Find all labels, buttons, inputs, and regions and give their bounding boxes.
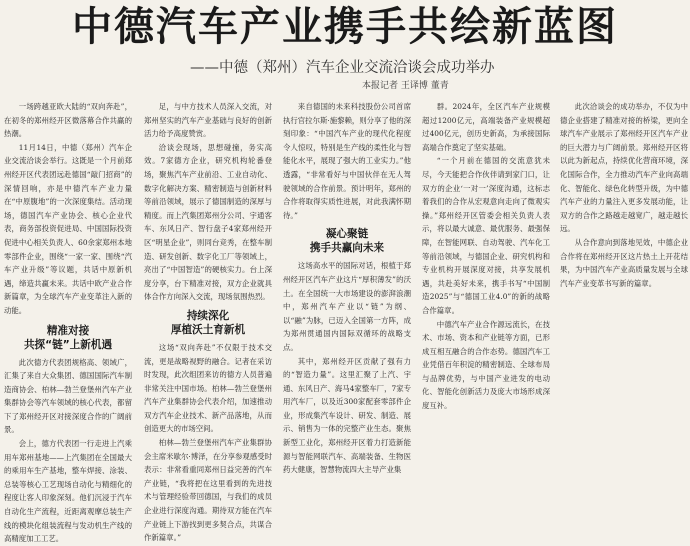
paragraph: 此次洽谈会的成功举办，不仅为中德企业搭建了精准对接的桥梁，更向全球汽车产业展示了郑州经开区汽车产业的巨大潜力与广阔前景。郑州经开区将以此为新起点，持续优化营商环境，深化国际合作，全力推动汽车产业向高端化、智能化、绿色化转型升级，为中德汽车产业的力量注入更多发展动能，让双方的合作之路越走越宽广，越走越长远。	[560, 102, 688, 234]
paragraph: 其中，郑州经开区贡献了强有力的“智造力量”。这里汇聚了上汽、宇通、东风日产、海马4家整车厂，7家专用汽车厂，以及近300家配套零部件企业，形成集汽车设计、研发、制造、展示、销售为一体的完整产业生态。聚焦新型工业化，郑州经开区着力打造新能源与智能网联汽车、高端装备、生物医药大健康，智慧物流四大主导产业集	[283, 356, 411, 475]
paragraph: 会上，德方代表团一行走进上汽乘用车郑州基地——上汽集团在全国最大的乘用车生产基地，整车焊接、涂装、总装等核心工艺现场自动化与精细化的程度让客人印象深刻。他们沉浸于汽车自动化生产流程，近距离观摩总装生产线的模块化组装流程与发动机生产线的高精度加工工艺。	[4, 439, 132, 544]
subheadline: ——中德（郑州）汽车企业交流洽谈会成功举办	[190, 60, 495, 76]
column-4	[422, 100, 550, 417]
column-2	[144, 100, 272, 543]
byline: 本报记者 王译博 董青	[362, 81, 449, 91]
section-heading-line: 持续深化	[186, 309, 230, 322]
paragraph: “一个月前在德国的交流意犹未尽，今天能把合作伙伴请到家门口，让双方的企业‘一对一’深度沟通，这标志着我们的合作从宏观意向走向了微观实操。”郑州经开区管委会相关负责人表示，将以最大诚意、最优服务、最强保障，在智能网联、自动驾驶、汽车化工等前沿领域，与德国企业、研究机构和专业机构开展深度对接，共享发展机遇，共赴美好未来，携手书写“中国制造2025”与“德国工业4.0”的新的战略合作篇章。	[422, 156, 550, 315]
paragraph: 这场“双向奔赴”不仅限于技术交流，更是战略视野的融合。记者在采访时发现，此次组团来访的德方人员普遍非常关注中国市场。柏林—勃兰登堡州汽车产业集群协会代表介绍，加速推动双方汽车企业技术、新产品落地，从而创造更大的市场空间。	[144, 342, 272, 434]
paragraph: 来自德国的未来科技股份公司首席执行官拉尔斯·施黎赖，则分享了他的深刻印象：“中国汽车产业的现代化程度令人惊叹，特别是生产线的柔性化与智能化水平，展现了强大的工业实力。”他透露，“非常看好与中国伙伴在无人驾驶领域的合作前景。预计明年，郑州的合作将取得实质性进展，对此我满怀期待。”	[283, 102, 411, 220]
column-1	[4, 100, 132, 544]
paragraph: 11月14日，中德（郑州）汽车企业交流洽谈会举行。这既是一个月前郑州经开区代表团远赴德国“敲门招商”的深情回响，亦是中德汽车产业力量在“中原腹地”的一次深度集结。活动现场，德国汽车产业协会、核心企业代表，商务部投资促进局、中国国际投资促进中心相关负责人、60余家郑州本地零部件企业，围绕“一家一家、围绕“汽车产业升级”等议题，共话中原新机遇，缔造共赢未来。共话中欧产业合作新篇章，为全球汽车产业变革注入新的动能。	[4, 142, 132, 315]
paragraph: 足，与中方技术人员深入交流，对郑州坚实的汽车产业基础与良好的创新活力给予高度赞赏。	[144, 102, 272, 139]
section-heading-line: 厚植沃土育新机	[170, 323, 246, 336]
column-5	[560, 100, 688, 417]
section-heading	[4, 324, 132, 352]
paragraph: 一场跨越亚欧大陆的“双向奔赴”，在初冬的郑州经开区微落幕合作共赢的热潮。	[4, 102, 132, 139]
paragraph: 此次德方代表团规格高、领域广，汇集了来自大众集团、德国国际汽车制造商协会、柏林—勃兰登堡州汽车产业集群协会等汽车领域的核心代表，都留下了郑州经开区对接深度合作的广阔前景。	[4, 357, 132, 435]
section-heading-line: 精准对接	[46, 324, 90, 337]
headline: 中德汽车产业携手共绘新蓝图	[72, 4, 618, 50]
paragraph: 洽谈会现场，思想碰撞，务实高效。7家德方企业，研究机构轮番登场，聚焦汽车产业前沿、工业自动化、数字化解决方案、精密制造与创新材料等前沿领域，展示了德国制造的深厚与精度。而上汽集团郑州分公司、宇通客车、东风日产、智行盘子4家郑州经开区“明星企业”，则同台竞秀，在整车制造、研发创新、数字化工厂等领域上，亮出了“中国智造”的硬核实力。台上深度分享，台下精准对接，双方企业就具体合作方向深入交流，现场氛围热烈。	[144, 142, 272, 302]
paragraph: 柏林—勃兰登堡州汽车产业集群协会主席米歇尔·博泽，在分享参观感受时表示：非常看重同郑州日益完善的汽车产业链，“我将把在这里看到的先进技术与管理经验带回德国，与我们的成员企业进行深度沟通。期待双方能在汽车产业链上下游找到更多契合点，共谋合作新篇章。”	[144, 438, 272, 543]
paragraph: 中德汽车产业合作源远流长，在技术、市场、资本和产业链等方面，已形成互相互融合的合作态势。德国汽车工业凭借百年积淀的精密制造、全球布局与品牌优势，与中国产业进发的电动化、智能化创新活力及庞大市场形成深度互补。	[422, 319, 550, 411]
section-heading	[283, 227, 411, 255]
paragraph: 从合作意向到落地见效，中德企业合作将在郑州经开区这片热土上开花结果，为中国汽车产业高质量发展与全球汽车产业变革书写新的篇章。	[560, 237, 688, 288]
section-heading	[144, 309, 272, 337]
section-heading-line: 共探“链”上新机遇	[23, 338, 113, 351]
section-heading-line: 凝心聚链	[325, 228, 369, 241]
column-3	[283, 100, 411, 475]
paragraph: 这场高水平的国际对话，根植于郑州经开区汽车产业这片“厚积薄发”的沃土。在全国统一大市场建设的澎湃浪潮中，郑州汽车产业以“链”为纲、以“融”为脉，已迈入全国第一方阵，成为郑州贯通国内国际双循环的战略支点。	[283, 261, 411, 352]
section-heading-line: 携手共赢向未来	[309, 242, 385, 255]
paragraph: 群。2024年，全区汽车产业规模超过1200亿元，高端装备产业规模超过400亿元，创历史新高，为承接国际高端合作奠定了坚实基础。	[422, 102, 550, 152]
